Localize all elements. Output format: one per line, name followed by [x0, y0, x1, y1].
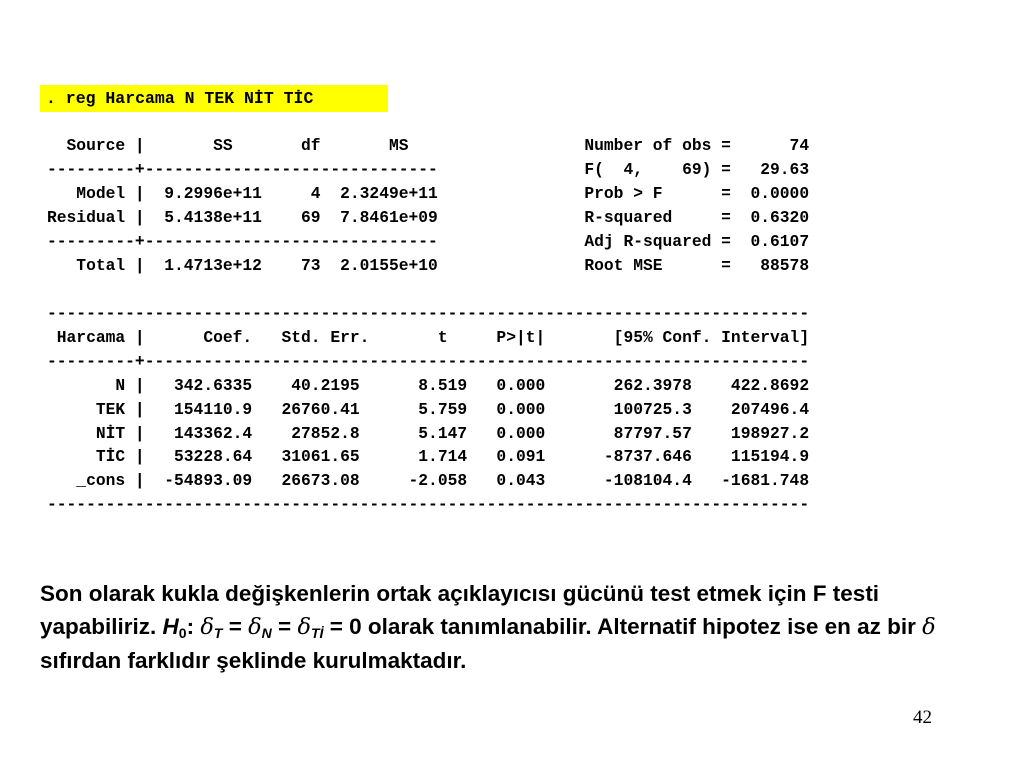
- delta-symbol: δ: [297, 614, 311, 640]
- delta-n-subscript: N: [261, 625, 272, 641]
- delta-symbol: δ: [248, 614, 262, 640]
- equals-1: =: [222, 614, 249, 639]
- anova-line: ---------+------------------------------ F( 4, 69) = 29.63: [47, 159, 810, 179]
- anova-line: ---------+------------------------------ Adj R-squared = 0.6107: [47, 231, 810, 251]
- stata-command: . reg Harcama N TEK NİT TİC: [40, 85, 388, 112]
- coefficient-line: Harcama | Coef. Std. Err. t P>|t| [95% Conf. Interval]: [47, 327, 810, 347]
- note-part3: sıfırdan farklıdır şeklinde kurulmaktadır.: [40, 648, 467, 673]
- note-part1: Son olarak kukla değişkenlerin ortak açıklayıcısı gücünü test etmek için F testi yapabiliriz.: [40, 581, 880, 639]
- anova-table: [47, 134, 809, 277]
- coefficient-line: ---------+--------------------------------------------------------------------: [47, 351, 810, 371]
- equals-2: =: [271, 614, 298, 639]
- anova-line: Residual | 5.4138e+11 69 7.8461e+09 R-squared = 0.6320: [47, 207, 810, 227]
- explanation-text: [40, 577, 1000, 677]
- colon: :: [186, 614, 201, 639]
- delta-ti-subscript: Tİ: [310, 625, 324, 641]
- delta-t-subscript: T: [213, 625, 223, 641]
- page-number: 42: [913, 707, 932, 728]
- anova-line: Total | 1.4713e+12 73 2.0155e+10 Root MSE = 88578: [47, 255, 810, 275]
- coefficient-table: [47, 302, 809, 517]
- anova-line: Source | SS df MS Number of obs = 74: [47, 136, 810, 155]
- note-part2: = 0 olarak tanımlanabilir. Alternatif hipotez ise en az bir: [323, 614, 923, 639]
- coefficient-line: ------------------------------------------------------------------------------: [47, 304, 810, 323]
- anova-line: Model | 9.2996e+11 4 2.3249e+11 Prob > F = 0.0000: [47, 183, 810, 203]
- coefficient-line: TEK | 154110.9 26760.41 5.759 0.000 100725.3 207496.4: [47, 399, 810, 419]
- coefficient-line: N | 342.6335 40.2195 8.519 0.000 262.3978 422.8692: [47, 375, 810, 395]
- coefficient-line: _cons | -54893.09 26673.08 -2.058 0.043 -108104.4 -1681.748: [47, 471, 810, 491]
- coefficient-line: TİC | 53228.64 31061.65 1.714 0.091 -8737.646 115194.9: [47, 447, 810, 467]
- coefficient-line: NİT | 143362.4 27852.8 5.147 0.000 87797.57 198927.2: [47, 423, 810, 443]
- delta-symbol: δ: [200, 614, 214, 640]
- h-symbol: H: [162, 614, 179, 639]
- coefficient-line: ------------------------------------------------------------------------------: [47, 495, 810, 515]
- delta-symbol: δ: [922, 614, 936, 640]
- h-subscript: 0: [178, 625, 187, 641]
